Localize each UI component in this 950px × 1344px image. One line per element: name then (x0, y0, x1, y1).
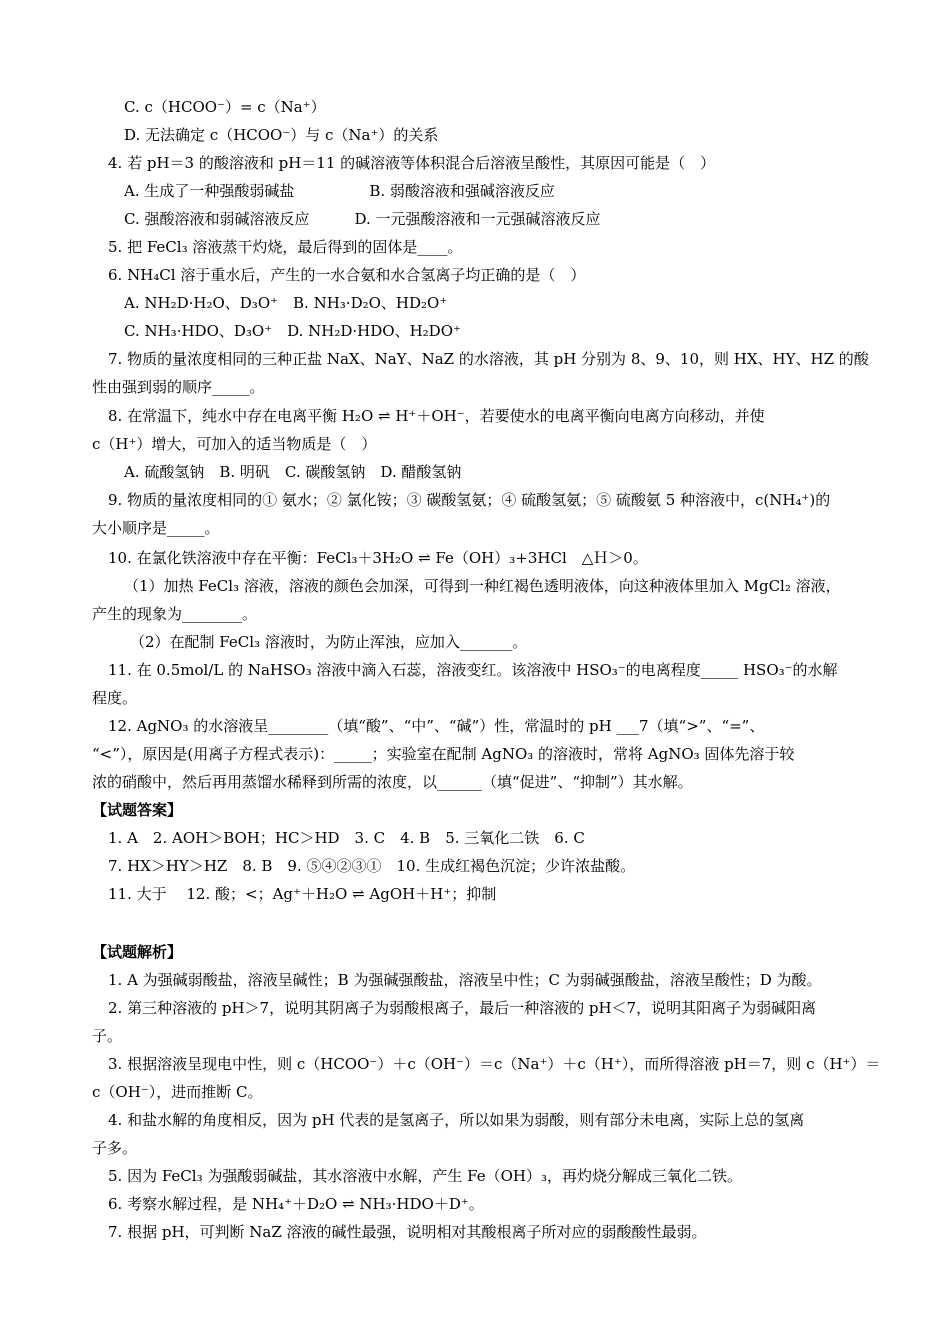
q4-options-cd: C. 强酸溶液和弱碱溶液反应 D. 一元强酸溶液和一元强碱溶液反应 (124, 210, 601, 228)
answers-heading: 【试题答案】 (92, 801, 183, 819)
question-8: 8. 在常温下，纯水中存在电离平衡 H₂O ⇌ H⁺＋OH⁻，若要使水的电离平衡向电离方向移动，并使 (108, 407, 765, 425)
analysis-3-cont: c（OH⁻），进而推断 C。 (92, 1083, 263, 1101)
question-9-cont: 大小顺序是_____。 (92, 519, 220, 537)
question-9: 9. 物质的量浓度相同的① 氨水；② 氯化铵；③ 碳酸氢氨；④ 硫酸氢氨；⑤ 硫酸氨 5 种溶液中，c(NH₄⁺)的 (108, 491, 831, 509)
option-d: D. 无法确定 c（HCOO⁻）与 c（Na⁺）的关系 (124, 126, 439, 144)
question-5: 5. 把 FeCl₃ 溶液蒸干灼烧，最后得到的固体是____。 (108, 238, 463, 256)
analysis-3: 3. 根据溶液呈现电中性，则 c（HCOO⁻）＋c（OH⁻）＝c（Na⁺）＋c（H⁺），而所得溶液 pH＝7，则 c（H⁺）＝ (108, 1055, 881, 1073)
question-10: 10. 在氯化铁溶液中存在平衡：FeCl₃＋3H₂O ⇌ Fe（OH）₃+3HCl △Ｈ＞0。 (108, 549, 648, 567)
answers-line-2: 7. HX＞HY＞HZ 8. B 9. ⑤④②③① 10. 生成红褐色沉淀；少许浓盐酸。 (108, 857, 636, 875)
question-10-part2: （2）在配制 FeCl₃ 溶液时，为防止浑浊，应加入_______。 (130, 633, 528, 651)
question-6: 6. NH₄Cl 溶于重水后，产生的一水合氨和水合氢离子均正确的是（ ） (108, 266, 586, 284)
analysis-6: 6. 考察水解过程，是 NH₄⁺＋D₂O ⇌ NH₃·HDO＋D⁺。 (108, 1195, 484, 1213)
analysis-heading: 【试题解析】 (92, 943, 183, 961)
question-7-cont: 性由强到弱的顺序_____。 (92, 378, 265, 396)
analysis-4-cont: 子多。 (92, 1139, 138, 1157)
question-8-cont: c（H⁺）增大，可加入的适当物质是（ ） (92, 435, 377, 453)
option-c: C. c（HCOO⁻）= c（Na⁺） (124, 98, 326, 116)
answers-line-1: 1. A 2. AOH＞BOH；HC＞HD 3. C 4. B 5. 三氧化二铁 6. C (108, 829, 585, 847)
question-10-part1-cont: 产生的现象为________。 (92, 605, 258, 623)
question-11: 11. 在 0.5mol/L 的 NaHSO₃ 溶液中滴入石蕊，溶液变红。该溶液中 HSO₃⁻的电离程度_____ HSO₃⁻的水解 (108, 661, 838, 679)
analysis-2: 2. 第三种溶液的 pH＞7，说明其阴离子为弱酸根离子，最后一种溶液的 pH＜7，说明其阳离子为弱碱阳离 (108, 999, 817, 1017)
analysis-4: 4. 和盐水解的角度相反，因为 pH 代表的是氢离子，所以如果为弱酸，则有部分未电离，实际上总的氢离 (108, 1111, 805, 1129)
question-4: 4. 若 pH＝3 的酸溶液和 pH＝11 的碱溶液等体积混合后溶液呈酸性，其原因可能是（ ） (108, 154, 716, 172)
question-7: 7. 物质的量浓度相同的三种正盐 NaX、NaY、NaZ 的水溶液，其 pH 分别为 8、9、10，则 HX、HY、HZ 的酸 (108, 350, 869, 368)
q6-options-cd: C. NH₃·HDO、D₃O⁺ D. NH₂D·HDO、H₂DO⁺ (124, 322, 461, 340)
analysis-7: 7. 根据 pH，可判断 NaZ 溶液的碱性最强，说明相对其酸根离子所对应的弱酸酸性最弱。 (108, 1223, 707, 1241)
q6-options-ab: A. NH₂D·H₂O、D₃O⁺ B. NH₃·D₂O、HD₂O⁺ (124, 294, 448, 312)
question-12: 12. AgNO₃ 的水溶液呈________（填“酸”、“中”、“碱”）性，常温时的 pH ___7（填“>”、“=”、 (108, 717, 765, 735)
question-10-part1: （1）加热 FeCl₃ 溶液，溶液的颜色会加深，可得到一种红褐色透明液体，向这种液体里加入 MgCl₂ 溶液， (124, 577, 841, 595)
question-12-cont2: 浓的硝酸中，然后再用蒸馏水稀释到所需的浓度，以______（填“促进”、“抑制”）其水解。 (92, 773, 693, 791)
q4-options-ab: A. 生成了一种强酸弱碱盐 B. 弱酸溶液和强碱溶液反应 (124, 182, 555, 200)
analysis-2-cont: 子。 (92, 1027, 123, 1045)
question-11-cont: 程度。 (92, 689, 138, 707)
q8-options: A. 硫酸氢钠 B. 明矾 C. 碳酸氢钠 D. 醋酸氢钠 (124, 463, 462, 481)
analysis-1: 1. A 为强碱弱酸盐，溶液呈碱性；B 为强碱强酸盐，溶液呈中性；C 为弱碱强酸盐，溶液呈酸性；D 为酸。 (108, 971, 822, 989)
analysis-5: 5. 因为 FeCl₃ 为强酸弱碱盐，其水溶液中水解，产生 Fe（OH）₃，再灼烧分解成三氧化二铁。 (108, 1167, 742, 1185)
question-12-cont: “<”），原因是(用离子方程式表示)：_____；实验室在配制 AgNO₃ 的溶液时，常将 AgNO₃ 固体先溶于较 (92, 745, 795, 763)
answers-line-3: 11. 大于 12. 酸；<；Ag⁺＋H₂O ⇌ AgOH＋H⁺；抑制 (108, 885, 497, 903)
